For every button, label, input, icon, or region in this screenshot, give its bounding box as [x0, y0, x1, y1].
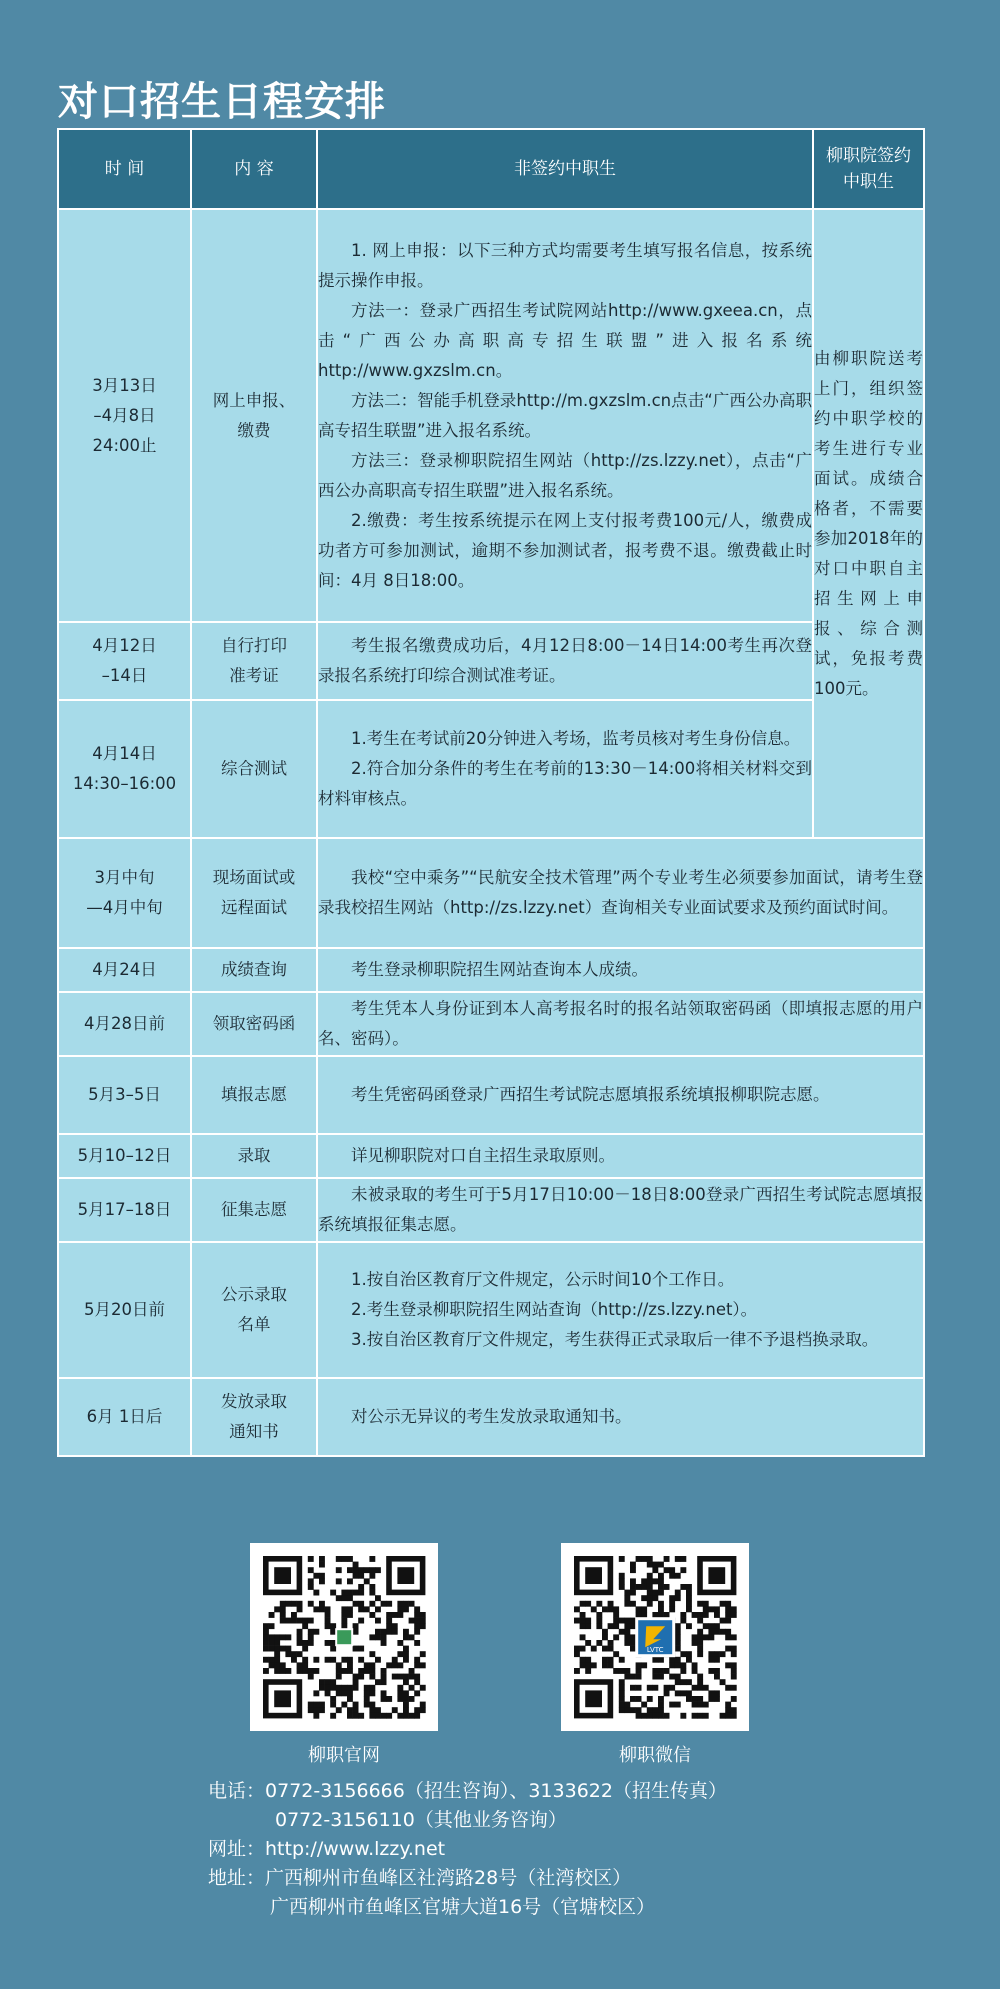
table-row: [58, 209, 924, 622]
contract-note-cell: 由柳职院送考上门，组织签约中职学校的考生进行专业面试。成绩合格者，不需要参加2018年的对口中职自主招生网上申报、综合测试，免报考费100元。: [813, 209, 924, 838]
detail-cell: [317, 992, 924, 1056]
table-row: [58, 992, 924, 1056]
content-cell: 现场面试或 远程面试: [191, 838, 317, 948]
detail-paragraph: 我校“空中乘务”“民航安全技术管理”两个专业考生必须要参加面试，请考生登录我校招生网站（http://zs.lzzy.net）查询相关专业面试要求及预约面试时间。: [318, 868, 923, 917]
content-cell: 填报志愿: [191, 1056, 317, 1134]
detail-cell: [317, 1242, 924, 1378]
phone-label: 电话：: [208, 1780, 266, 1802]
table-row: [58, 700, 924, 838]
address-label: 地址：: [208, 1867, 266, 1889]
detail-cell: [317, 209, 813, 622]
content-cell: 发放录取 通知书: [191, 1378, 317, 1456]
address-primary: 广西柳州市鱼峰区社湾路28号（社湾校区）: [265, 1867, 632, 1889]
detail-paragraph: 方法二：智能手机登录http://m.gxzslm.cn点击“广西公办高职高专招生联盟”进入报名系统。: [318, 390, 812, 440]
phone-secondary: 0772-3156110（其他业务咨询）: [275, 1809, 567, 1831]
wechat-qr-label: 柳职微信: [619, 1745, 691, 1766]
detail-paragraph: 考生报名缴费成功后，4月12日8:00－14日14:00考生再次登录报名系统打印综合测试准考证。: [318, 636, 812, 685]
detail-cell: [317, 700, 813, 838]
time-cell: 3月中旬 —4月中旬: [58, 838, 191, 948]
time-cell: 5月3–5日: [58, 1056, 191, 1134]
detail-cell: [317, 622, 813, 700]
content-cell: 综合测试: [191, 700, 317, 838]
schedule-table: [57, 128, 925, 1457]
detail-cell: [317, 948, 924, 992]
detail-paragraph: 考生登录柳职院招生网站查询本人成绩。: [351, 960, 648, 979]
address-secondary: 广西柳州市鱼峰区官塘大道16号（官塘校区）: [270, 1896, 656, 1918]
website-row: [208, 1835, 727, 1864]
qr-code-icon: [561, 1543, 749, 1731]
time-cell: 4月24日: [58, 948, 191, 992]
table-row: [58, 948, 924, 992]
phone-row: [208, 1777, 727, 1806]
detail-paragraph: 考生凭本人身份证到本人高考报名时的报名站领取密码函（即填报志愿的用户名、密码）。: [318, 999, 923, 1048]
table-row: [58, 1178, 924, 1242]
detail-paragraph: 1. 网上申报：以下三种方式均需要考生填写报名信息，按系统提示操作申报。: [318, 240, 812, 290]
time-cell: 4月28日前: [58, 992, 191, 1056]
header-contract: 柳职院签约中职生: [813, 129, 924, 209]
time-cell: 5月20日前: [58, 1242, 191, 1378]
detail-cell: [317, 1134, 924, 1178]
time-cell: 4月12日 –14日: [58, 622, 191, 700]
wechat-qr-code[interactable]: [561, 1543, 749, 1731]
detail-paragraph: 对公示无异议的考生发放录取通知书。: [351, 1407, 632, 1426]
content-cell: 公示录取 名单: [191, 1242, 317, 1378]
detail-paragraph: 3.按自治区教育厅文件规定，考生获得正式录取后一律不予退档换录取。: [351, 1330, 879, 1349]
contact-info: [208, 1777, 727, 1922]
detail-cell: [317, 838, 924, 948]
detail-paragraph: 方法一：登录广西招生考试院网站http://www.gxeea.cn，点击“广西公办高职高专招生联盟”进入报名系统http://www.gxzslm.cn。: [318, 300, 812, 380]
detail-cell: [317, 1056, 924, 1134]
content-cell: 网上申报、 缴费: [191, 209, 317, 622]
time-cell: 6月 1日后: [58, 1378, 191, 1456]
time-cell: 3月13日 –4月8日 24:00止: [58, 209, 191, 622]
phone-primary: 0772-3156666（招生咨询）、3133622（招生传真）: [265, 1780, 727, 1802]
detail-cell: [317, 1178, 924, 1242]
page-title: 对口招生日程安排: [58, 79, 386, 125]
header-non-contract: 非签约中职生: [317, 129, 813, 209]
website-qr-label: 柳职官网: [308, 1745, 380, 1766]
detail-paragraph: 1.考生在考试前20分钟进入考场，监考员核对考生身份信息。: [351, 729, 801, 748]
detail-paragraph: 未被录取的考生可于5月17日10:00－18日8:00登录广西招生考试院志愿填报系统填报征集志愿。: [318, 1185, 923, 1234]
qr-code-icon: [250, 1543, 438, 1731]
website-label: 网址：: [208, 1838, 266, 1860]
content-cell: 征集志愿: [191, 1178, 317, 1242]
time-cell: 4月14日 14:30–16:00: [58, 700, 191, 838]
table-row: [58, 838, 924, 948]
detail-paragraph: 详见柳职院对口自主招生录取原则。: [351, 1146, 615, 1165]
detail-paragraph: 2.符合加分条件的考生在考前的13:30－14:00将相关材料交到材料审核点。: [318, 759, 812, 808]
detail-paragraph: 方法三：登录柳职院招生网站（http://zs.lzzy.net），点击“广西公办高职高专招生联盟”进入报名系统。: [318, 450, 812, 500]
content-cell: 成绩查询: [191, 948, 317, 992]
detail-paragraph: 考生凭密码函登录广西招生考试院志愿填报系统填报柳职院志愿。: [351, 1085, 830, 1104]
detail-cell: [317, 1378, 924, 1456]
content-cell: 领取密码函: [191, 992, 317, 1056]
header-content: 内 容: [191, 129, 317, 209]
time-cell: 5月10–12日: [58, 1134, 191, 1178]
website-qr-code[interactable]: [250, 1543, 438, 1731]
header-time: 时 间: [58, 129, 191, 209]
table-row: [58, 622, 924, 700]
website-link[interactable]: http://www.lzzy.net: [265, 1838, 446, 1860]
table-row: [58, 1134, 924, 1178]
table-header-row: [58, 129, 924, 209]
detail-paragraph: 1.按自治区教育厅文件规定，公示时间10个工作日。: [351, 1270, 735, 1289]
address-row: [208, 1864, 727, 1893]
content-cell: 自行打印 准考证: [191, 622, 317, 700]
table-row: [58, 1056, 924, 1134]
time-cell: 5月17–18日: [58, 1178, 191, 1242]
lvtc-logo-text: LVTC: [646, 1646, 664, 1655]
content-cell: 录取: [191, 1134, 317, 1178]
detail-paragraph: 2.缴费：考生按系统提示在网上支付报考费100元/人，缴费成功者方可参加测试，逾期不参加测试者，报考费不退。缴费截止时间：4月 8日18:00。: [318, 510, 812, 590]
table-row: [58, 1378, 924, 1456]
detail-paragraph: 2.考生登录柳职院招生网站查询（http://zs.lzzy.net）。: [351, 1300, 758, 1319]
table-row: [58, 1242, 924, 1378]
